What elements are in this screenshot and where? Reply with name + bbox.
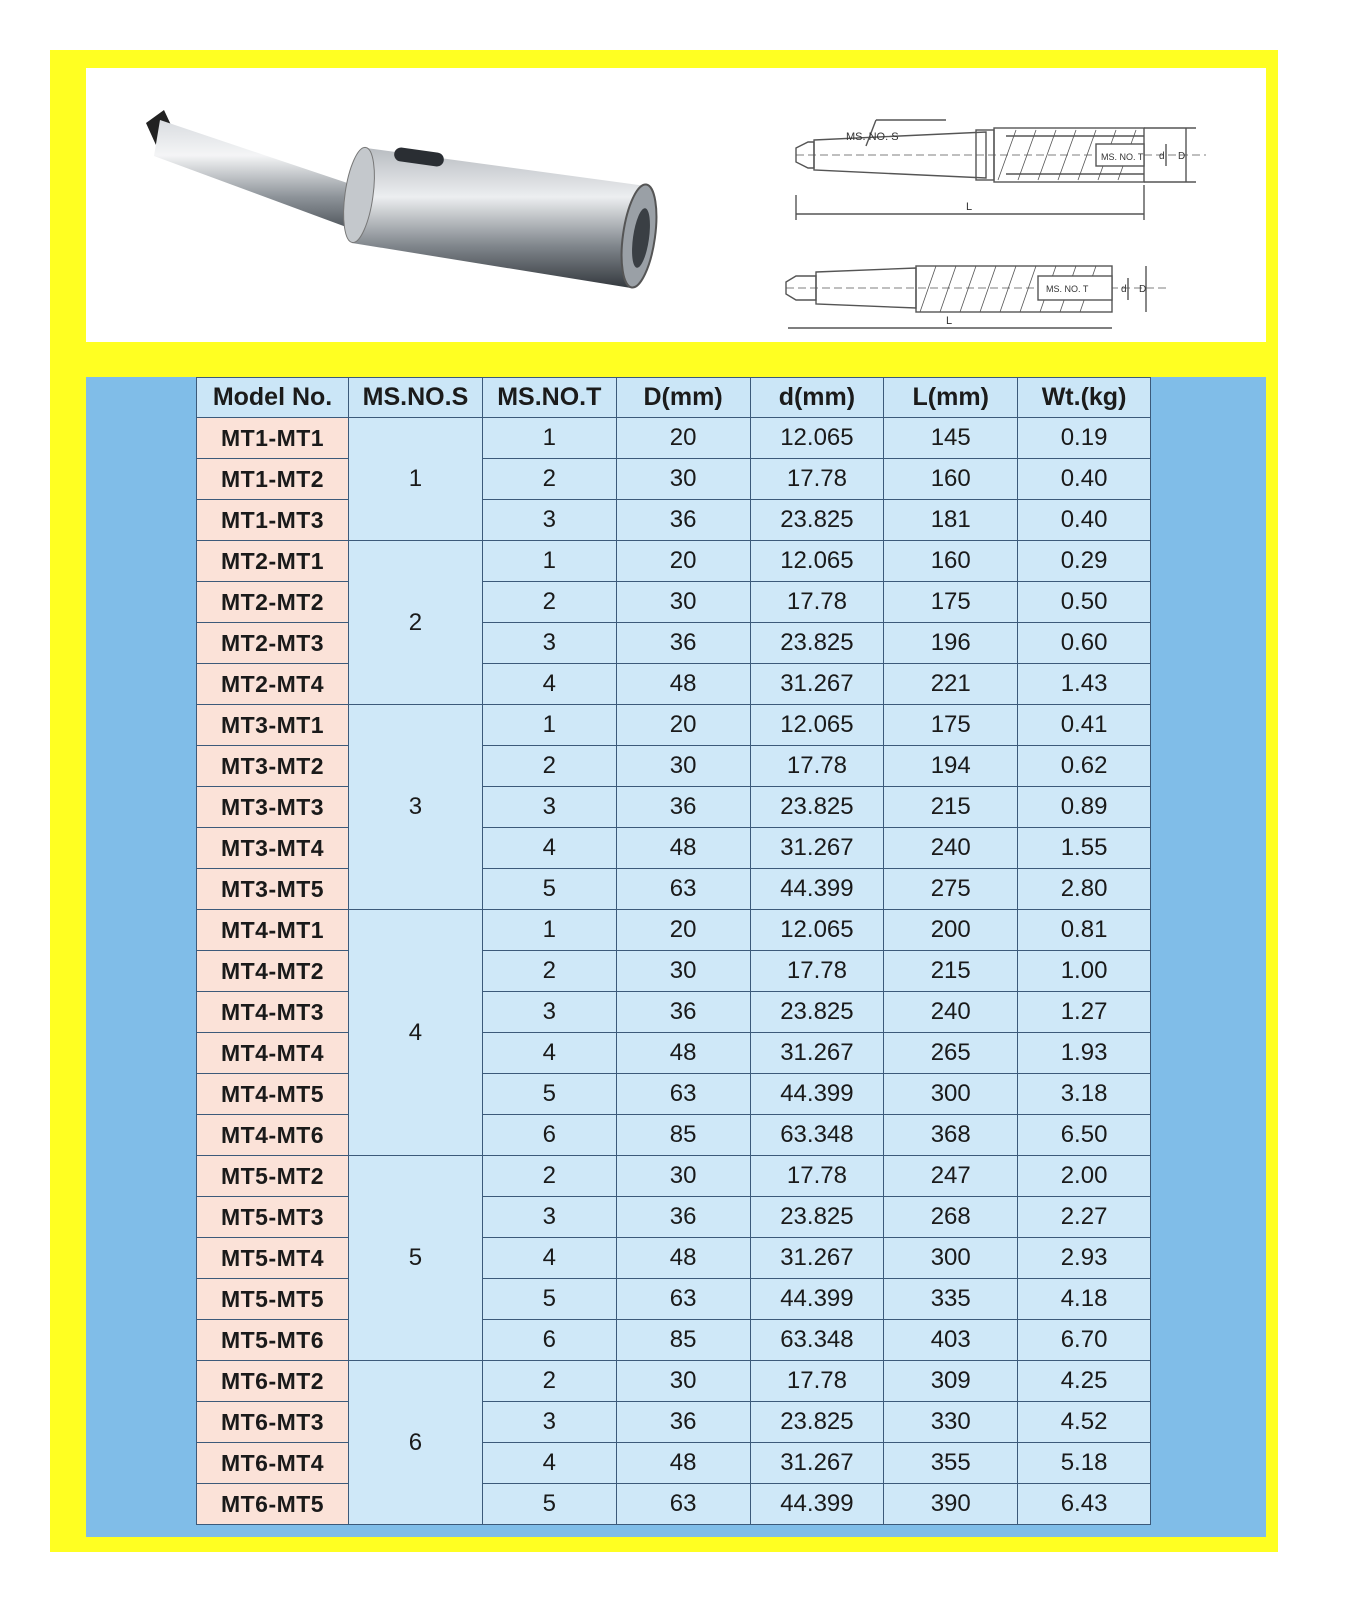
cell-weight: 0.50: [1018, 582, 1151, 623]
table-row: [197, 623, 1151, 664]
header-length: L(mm): [884, 378, 1018, 418]
cell-length: 181: [884, 500, 1018, 541]
label-ms-no-t-top: MS. NO. T: [1101, 152, 1144, 162]
cell-ms-no-t: 5: [482, 869, 616, 910]
cell-weight: 1.43: [1018, 664, 1151, 705]
cell-d-large: 48: [616, 1238, 750, 1279]
table-row: [197, 992, 1151, 1033]
cell-length: 175: [884, 582, 1018, 623]
cell-weight: 0.19: [1018, 418, 1151, 459]
cell-d-small: 31.267: [750, 828, 884, 869]
cell-model-no: MT5-MT2: [197, 1156, 349, 1197]
cell-ms-no-t: 4: [482, 664, 616, 705]
cell-length: 240: [884, 828, 1018, 869]
cell-length: 300: [884, 1074, 1018, 1115]
cell-d-small: 23.825: [750, 623, 884, 664]
cell-ms-no-t: 3: [482, 787, 616, 828]
cell-ms-no-t: 4: [482, 1238, 616, 1279]
cell-weight: 0.89: [1018, 787, 1151, 828]
table-row: [197, 1156, 1151, 1197]
cell-d-small: 23.825: [750, 992, 884, 1033]
cell-d-small: 23.825: [750, 1402, 884, 1443]
header-d-large: D(mm): [616, 378, 750, 418]
cell-weight: 2.00: [1018, 1156, 1151, 1197]
cell-length: 175: [884, 705, 1018, 746]
cell-ms-no-t: 2: [482, 459, 616, 500]
table-row: [197, 500, 1151, 541]
table-row: [197, 541, 1151, 582]
product-image-panel: [86, 68, 1266, 342]
cell-d-small: 63.348: [750, 1115, 884, 1156]
cell-weight: 0.40: [1018, 500, 1151, 541]
cell-d-small: 17.78: [750, 746, 884, 787]
cell-model-no: MT5-MT3: [197, 1197, 349, 1238]
cell-ms-no-t: 4: [482, 828, 616, 869]
cell-ms-no-s: 6: [349, 1361, 483, 1525]
table-body: [197, 418, 1151, 1525]
table-row: [197, 705, 1151, 746]
cell-d-small: 12.065: [750, 541, 884, 582]
cell-d-small: 63.348: [750, 1320, 884, 1361]
cell-model-no: MT2-MT1: [197, 541, 349, 582]
cell-d-small: 17.78: [750, 459, 884, 500]
cell-length: 160: [884, 459, 1018, 500]
cell-length: 145: [884, 418, 1018, 459]
cell-ms-no-t: 1: [482, 541, 616, 582]
cell-ms-no-t: 1: [482, 418, 616, 459]
cell-model-no: MT4-MT2: [197, 951, 349, 992]
cell-d-small: 23.825: [750, 1197, 884, 1238]
cell-d-large: 20: [616, 910, 750, 951]
cell-weight: 0.60: [1018, 623, 1151, 664]
cell-length: 300: [884, 1238, 1018, 1279]
dim-D-bottom: D: [1139, 284, 1147, 295]
table-row: [197, 1033, 1151, 1074]
cell-weight: 4.18: [1018, 1279, 1151, 1320]
cell-d-large: 36: [616, 992, 750, 1033]
cell-ms-no-t: 6: [482, 1115, 616, 1156]
cell-d-large: 85: [616, 1320, 750, 1361]
cell-ms-no-t: 5: [482, 1279, 616, 1320]
table-row: [197, 664, 1151, 705]
cell-d-small: 23.825: [750, 787, 884, 828]
table-header-row: [197, 378, 1151, 418]
cell-ms-no-t: 2: [482, 746, 616, 787]
cell-d-large: 30: [616, 1361, 750, 1402]
cell-d-small: 12.065: [750, 910, 884, 951]
table-row: [197, 951, 1151, 992]
cell-ms-no-t: 4: [482, 1443, 616, 1484]
cell-d-large: 20: [616, 541, 750, 582]
cell-d-small: 23.825: [750, 500, 884, 541]
cell-weight: 2.80: [1018, 869, 1151, 910]
cell-length: 215: [884, 787, 1018, 828]
cell-model-no: MT3-MT3: [197, 787, 349, 828]
table-row: [197, 1115, 1151, 1156]
cell-weight: 1.27: [1018, 992, 1151, 1033]
cell-d-large: 48: [616, 1033, 750, 1074]
cell-model-no: MT1-MT2: [197, 459, 349, 500]
cell-d-small: 12.065: [750, 418, 884, 459]
cell-model-no: MT4-MT3: [197, 992, 349, 1033]
cell-d-small: 31.267: [750, 1238, 884, 1279]
cell-length: 390: [884, 1484, 1018, 1525]
dim-l-top: L: [966, 201, 973, 213]
cell-d-small: 17.78: [750, 1361, 884, 1402]
cell-d-large: 63: [616, 1074, 750, 1115]
dim-d-small-bottom: d: [1121, 284, 1127, 295]
cell-weight: 6.70: [1018, 1320, 1151, 1361]
cell-d-small: 44.399: [750, 1484, 884, 1525]
cell-length: 355: [884, 1443, 1018, 1484]
table-row: [197, 787, 1151, 828]
dim-d-small-top: d: [1159, 151, 1165, 162]
dim-D-top: D: [1178, 151, 1186, 162]
cell-d-large: 20: [616, 418, 750, 459]
cell-weight: 0.41: [1018, 705, 1151, 746]
cell-weight: 1.00: [1018, 951, 1151, 992]
cell-length: 247: [884, 1156, 1018, 1197]
cell-weight: 2.93: [1018, 1238, 1151, 1279]
cell-d-large: 30: [616, 951, 750, 992]
table-row: [197, 1402, 1151, 1443]
table-row: [197, 1074, 1151, 1115]
label-ms-no-t-bottom: MS. NO. T: [1046, 284, 1089, 294]
cell-d-small: 17.78: [750, 951, 884, 992]
cell-model-no: MT4-MT5: [197, 1074, 349, 1115]
cell-ms-no-t: 3: [482, 992, 616, 1033]
cell-length: 215: [884, 951, 1018, 992]
cell-length: 160: [884, 541, 1018, 582]
cell-d-large: 63: [616, 1279, 750, 1320]
cell-length: 335: [884, 1279, 1018, 1320]
cell-weight: 0.40: [1018, 459, 1151, 500]
cell-ms-no-t: 4: [482, 1033, 616, 1074]
cell-d-large: 30: [616, 582, 750, 623]
cell-ms-no-t: 6: [482, 1320, 616, 1361]
cell-model-no: MT2-MT2: [197, 582, 349, 623]
cell-weight: 3.18: [1018, 1074, 1151, 1115]
cell-d-small: 44.399: [750, 1279, 884, 1320]
cell-model-no: MT3-MT2: [197, 746, 349, 787]
cell-model-no: MT5-MT4: [197, 1238, 349, 1279]
cell-model-no: MT3-MT5: [197, 869, 349, 910]
cell-d-large: 48: [616, 1443, 750, 1484]
cell-d-large: 85: [616, 1115, 750, 1156]
cell-ms-no-s: 1: [349, 418, 483, 541]
cell-ms-no-s: 3: [349, 705, 483, 910]
table-row: [197, 1279, 1151, 1320]
cell-d-large: 63: [616, 869, 750, 910]
technical-drawing: [766, 60, 1236, 327]
cell-model-no: MT1-MT1: [197, 418, 349, 459]
cell-model-no: MT6-MT4: [197, 1443, 349, 1484]
cell-ms-no-t: 2: [482, 1156, 616, 1197]
cell-d-small: 44.399: [750, 1074, 884, 1115]
cell-d-large: 36: [616, 1402, 750, 1443]
cell-ms-no-t: 5: [482, 1074, 616, 1115]
cell-d-large: 36: [616, 1197, 750, 1238]
cell-model-no: MT2-MT3: [197, 623, 349, 664]
cell-d-large: 30: [616, 1156, 750, 1197]
cell-model-no: MT6-MT5: [197, 1484, 349, 1525]
cell-model-no: MT6-MT3: [197, 1402, 349, 1443]
cell-length: 309: [884, 1361, 1018, 1402]
spec-table-panel: [86, 377, 1266, 1537]
cell-d-large: 48: [616, 664, 750, 705]
label-ms-no-s: MS. NO. S: [846, 131, 899, 143]
cell-d-small: 31.267: [750, 664, 884, 705]
cell-d-small: 12.065: [750, 705, 884, 746]
cell-ms-no-t: 3: [482, 623, 616, 664]
header-ms-no-s: MS.NO.S: [349, 378, 483, 418]
cell-d-small: 44.399: [750, 869, 884, 910]
cell-ms-no-t: 1: [482, 705, 616, 746]
cell-length: 194: [884, 746, 1018, 787]
table-row: [197, 1197, 1151, 1238]
cell-model-no: MT4-MT4: [197, 1033, 349, 1074]
spec-table: [196, 377, 1151, 1525]
cell-model-no: MT4-MT6: [197, 1115, 349, 1156]
cell-model-no: MT6-MT2: [197, 1361, 349, 1402]
dim-l-bottom: L: [946, 315, 953, 327]
cell-d-large: 63: [616, 1484, 750, 1525]
cell-ms-no-s: 5: [349, 1156, 483, 1361]
cell-length: 221: [884, 664, 1018, 705]
cell-d-large: 20: [616, 705, 750, 746]
cell-weight: 5.18: [1018, 1443, 1151, 1484]
cell-weight: 0.29: [1018, 541, 1151, 582]
cell-model-no: MT1-MT3: [197, 500, 349, 541]
cell-d-small: 17.78: [750, 1156, 884, 1197]
table-row: [197, 1238, 1151, 1279]
cell-weight: 1.55: [1018, 828, 1151, 869]
table-row: [197, 459, 1151, 500]
cell-d-large: 30: [616, 459, 750, 500]
cell-length: 330: [884, 1402, 1018, 1443]
cell-ms-no-t: 2: [482, 1361, 616, 1402]
cell-length: 403: [884, 1320, 1018, 1361]
cell-d-small: 17.78: [750, 582, 884, 623]
cell-ms-no-t: 3: [482, 1197, 616, 1238]
cell-weight: 6.50: [1018, 1115, 1151, 1156]
cell-length: 196: [884, 623, 1018, 664]
table-row: [197, 828, 1151, 869]
table-row: [197, 869, 1151, 910]
cell-weight: 4.25: [1018, 1361, 1151, 1402]
cell-ms-no-t: 2: [482, 582, 616, 623]
table-row: [197, 1361, 1151, 1402]
cell-ms-no-t: 2: [482, 951, 616, 992]
cell-ms-no-s: 2: [349, 541, 483, 705]
cell-length: 268: [884, 1197, 1018, 1238]
taper-sleeve-photo: [126, 78, 686, 308]
cell-d-large: 36: [616, 623, 750, 664]
cell-d-large: 48: [616, 828, 750, 869]
header-d-small: d(mm): [750, 378, 884, 418]
cell-ms-no-t: 1: [482, 910, 616, 951]
cell-length: 275: [884, 869, 1018, 910]
table-row: [197, 418, 1151, 459]
cell-d-large: 36: [616, 787, 750, 828]
cell-model-no: MT2-MT4: [197, 664, 349, 705]
cell-ms-no-t: 3: [482, 1402, 616, 1443]
cell-length: 200: [884, 910, 1018, 951]
header-ms-no-t: MS.NO.T: [482, 378, 616, 418]
table-row: [197, 1484, 1151, 1525]
cell-length: 240: [884, 992, 1018, 1033]
cell-model-no: MT5-MT5: [197, 1279, 349, 1320]
table-row: [197, 582, 1151, 623]
cell-model-no: MT3-MT1: [197, 705, 349, 746]
cell-model-no: MT5-MT6: [197, 1320, 349, 1361]
cell-ms-no-t: 3: [482, 500, 616, 541]
cell-model-no: MT4-MT1: [197, 910, 349, 951]
cell-model-no: MT3-MT4: [197, 828, 349, 869]
cell-d-small: 31.267: [750, 1033, 884, 1074]
table-row: [197, 1443, 1151, 1484]
cell-length: 368: [884, 1115, 1018, 1156]
header-model-no: Model No.: [197, 378, 349, 418]
cell-weight: 6.43: [1018, 1484, 1151, 1525]
cell-d-large: 36: [616, 500, 750, 541]
table-row: [197, 1320, 1151, 1361]
table-row: [197, 910, 1151, 951]
cell-weight: 0.81: [1018, 910, 1151, 951]
cell-d-small: 31.267: [750, 1443, 884, 1484]
cell-ms-no-s: 4: [349, 910, 483, 1156]
header-weight: Wt.(kg): [1018, 378, 1151, 418]
cell-d-large: 30: [616, 746, 750, 787]
cell-weight: 4.52: [1018, 1402, 1151, 1443]
cell-ms-no-t: 5: [482, 1484, 616, 1525]
cell-length: 265: [884, 1033, 1018, 1074]
cell-weight: 0.62: [1018, 746, 1151, 787]
cell-weight: 1.93: [1018, 1033, 1151, 1074]
table-row: [197, 746, 1151, 787]
cell-weight: 2.27: [1018, 1197, 1151, 1238]
